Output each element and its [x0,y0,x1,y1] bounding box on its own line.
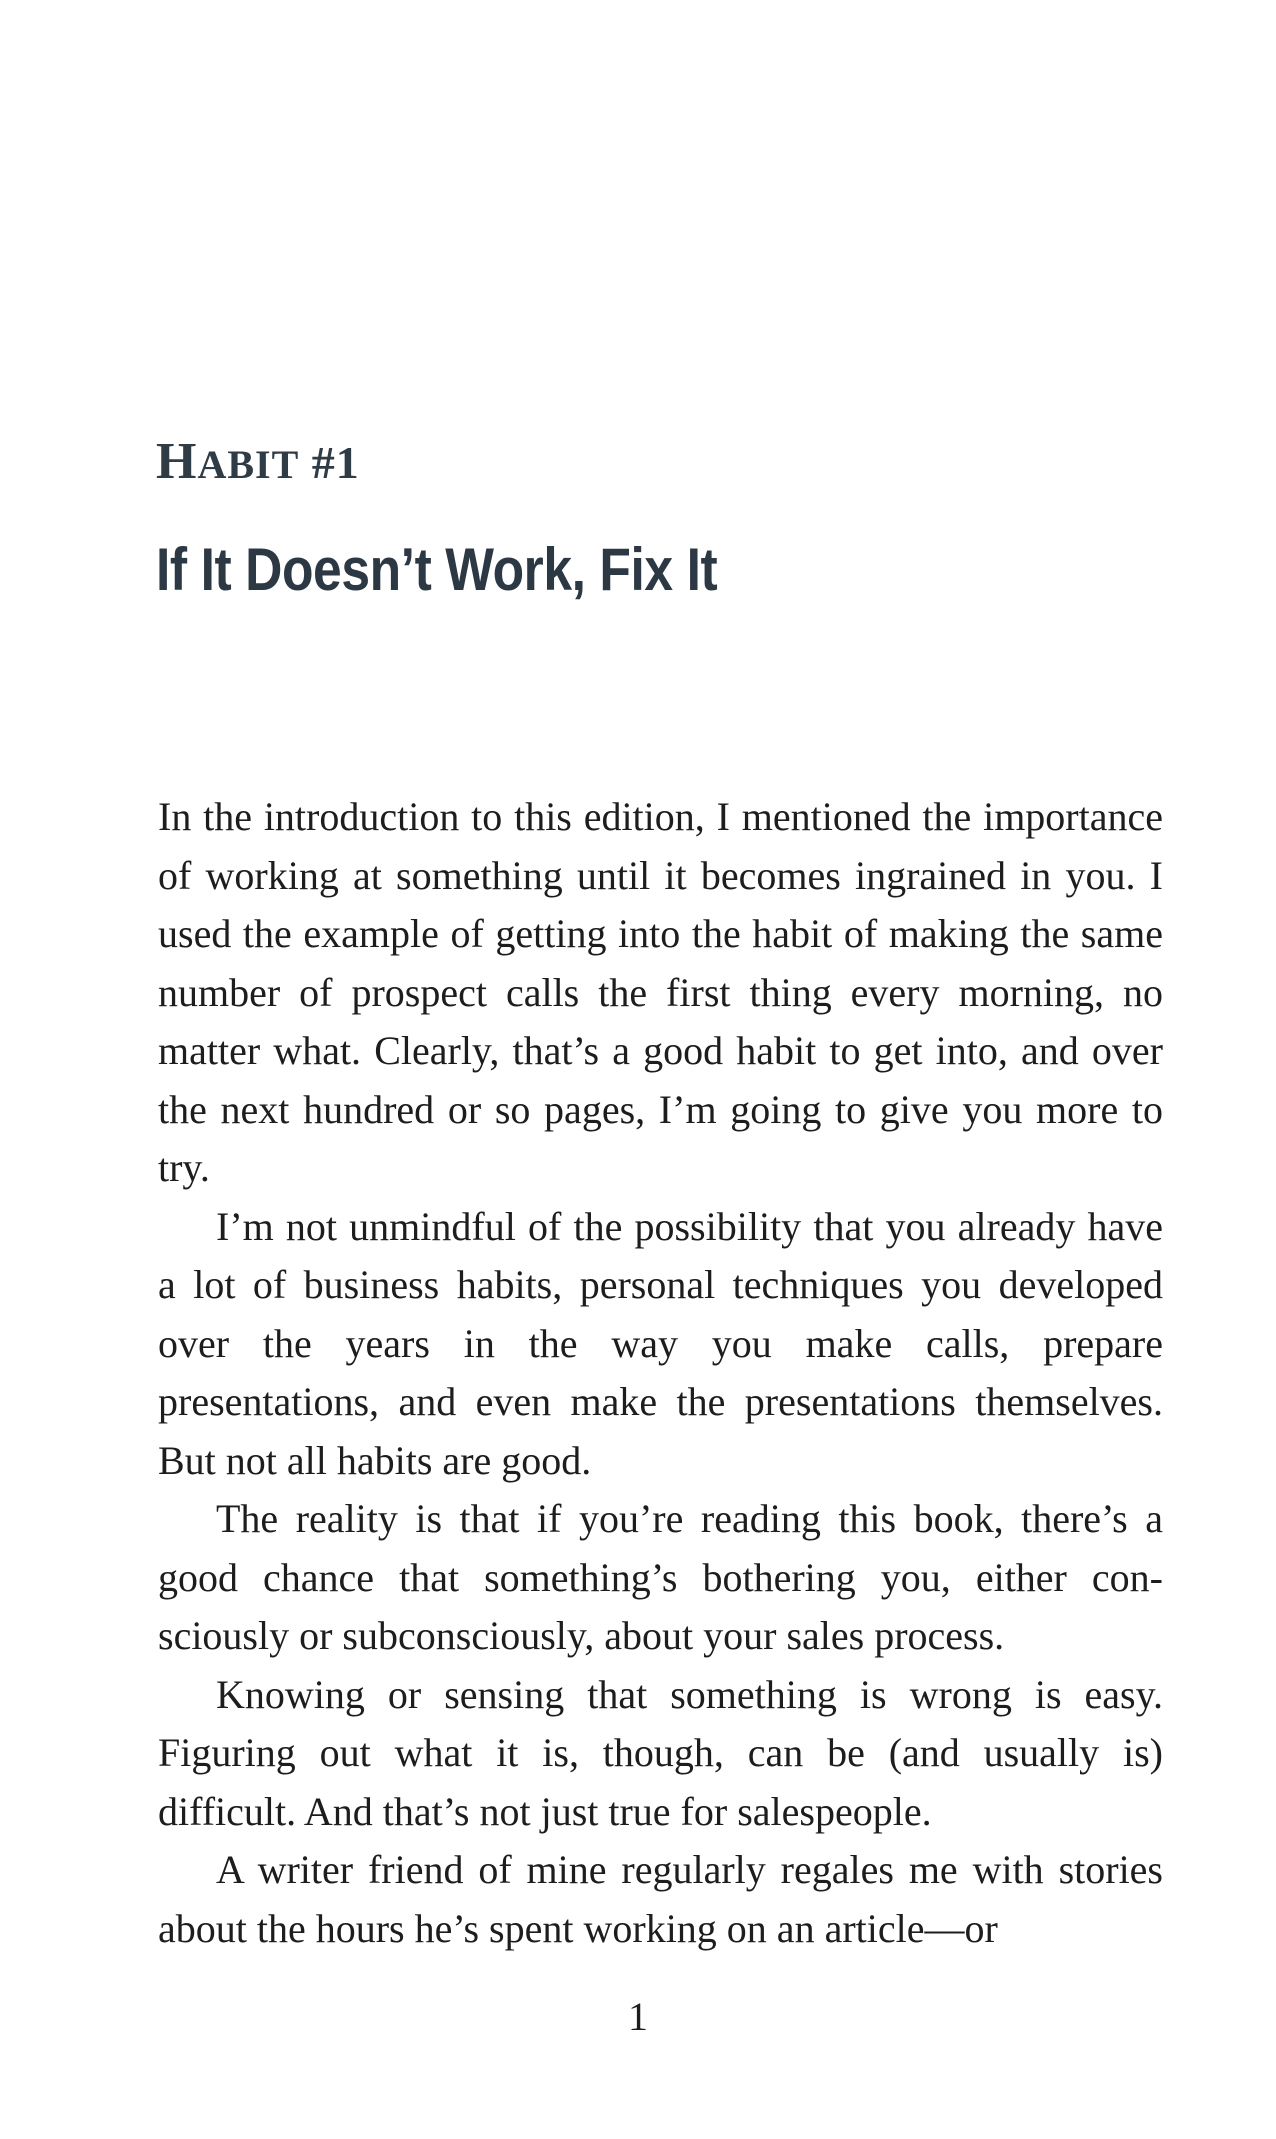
paragraph: The reality is that if you’re reading this book, there’s a good chance that something’s bothering you, either consciously or subconsciously, about your sales process. [158,1496,1163,1658]
chapter-kicker-number: #1 [311,437,360,488]
body-text [158,788,1163,1958]
paragraph: Knowing or sensing that something is wrong is easy. Figuring out what it is, though, can be (and usually is) difficult. And that’s not just true for salespeople. [158,1671,1163,1834]
paragraph: I’m not unmindful of the possibility that you already have a lot of business habits, personal techniques you developed over the years in the way you make calls, prepare presentations, and even make the presentations themselves. But not all habits are good. [158,1203,1163,1483]
chapter-kicker [156,434,360,493]
chapter-kicker-word: ABIT [197,442,300,487]
chapter-kicker-initial: H [156,433,198,490]
chapter-title: If It Doesn’t Work, Fix It [156,536,718,603]
paragraph: In the introduction to this edition, I mentioned the importance of working at something until it becomes ingrained in you. I used the example of getting into the habit of making the same number of prospect calls the first thing every morning, no matter what. Clearly, that’s a good habit to get into, and over the next hundred or so pages, I’m going to give you more to try. [158,794,1163,1190]
paragraph: A writer friend of mine regularly regales me with stories about the hours he’s spent working on an article—or [158,1847,1163,1951]
page-number: 1 [628,1994,648,2039]
